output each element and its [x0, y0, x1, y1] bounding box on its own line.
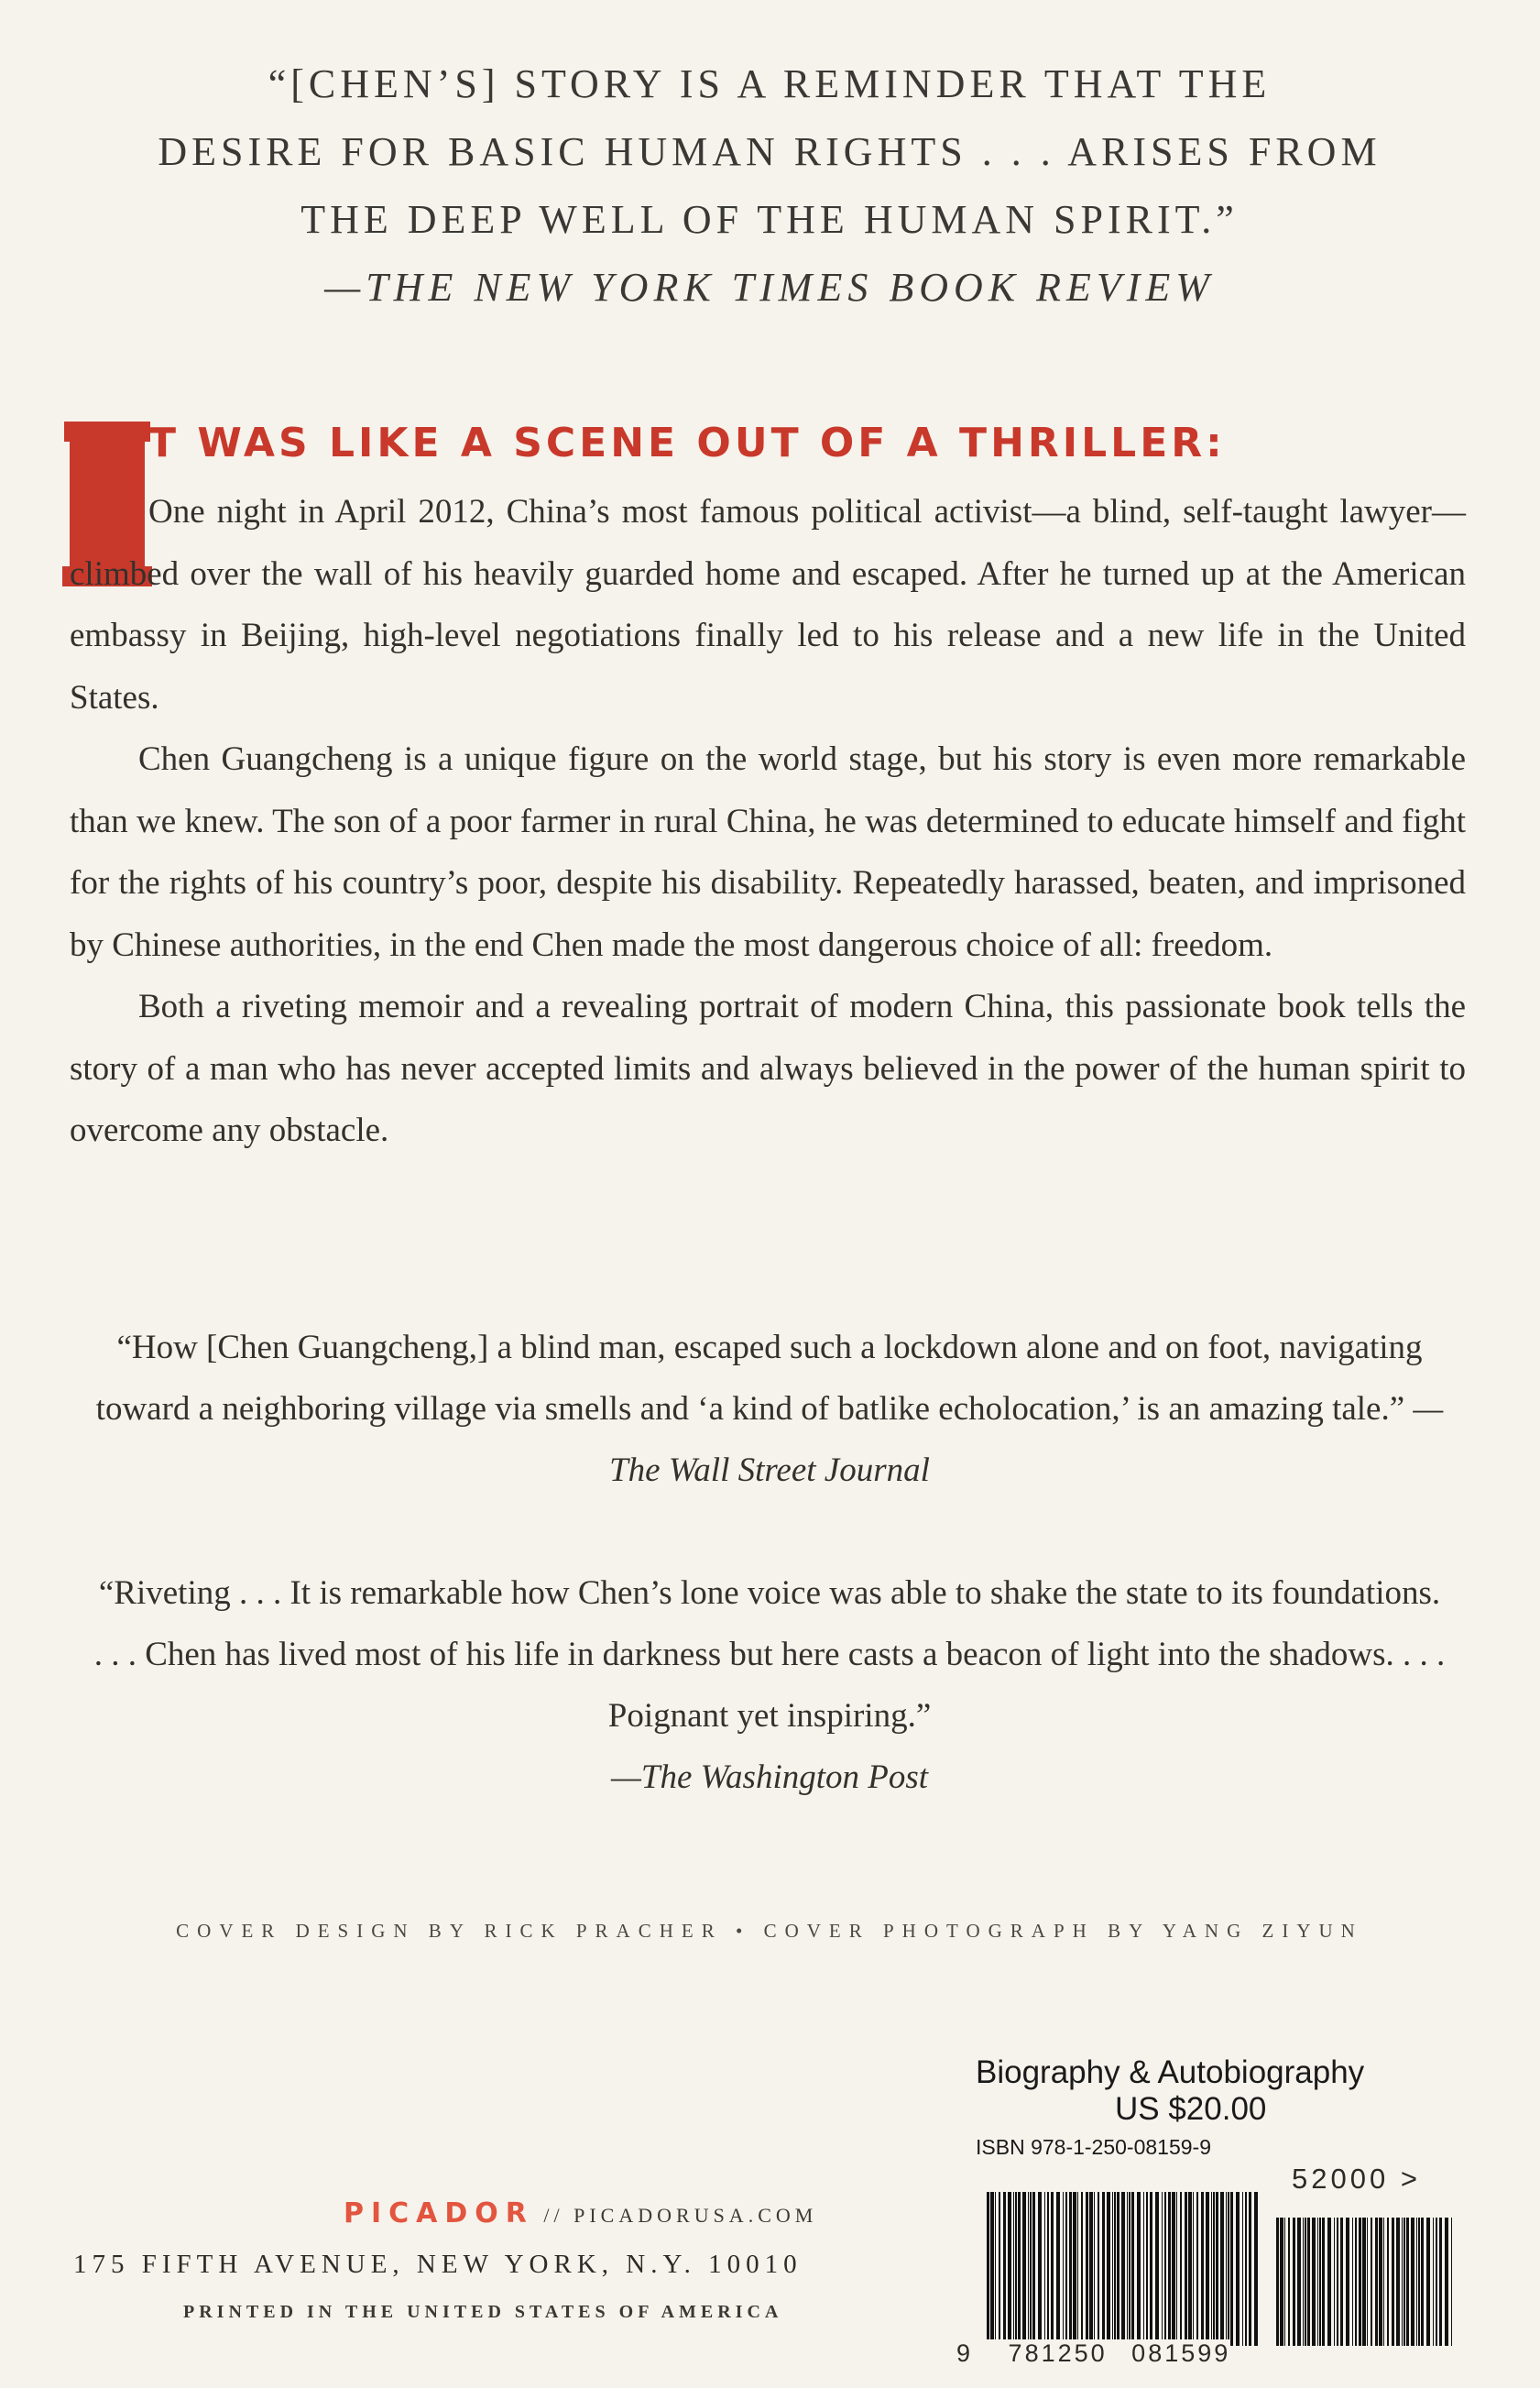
blurb-paragraph-1: One night in April 2012, China’s most famous political activist—a blind, self-taught lawyer—climbed over the wall of his heavily guarded home and escaped. After he turned up at the American embassy in Beijing, high-level negotiations finally led to his release and a new life in the United States. — [70, 493, 1466, 717]
cover-credits: COVER DESIGN BY RICK PRACHER • COVER PHOTOGRAPH BY YANG ZIYUN — [176, 1920, 1363, 1942]
barcode-bar — [1117, 2192, 1120, 2346]
barcode-bar — [1032, 2192, 1035, 2346]
barcode-bar — [1416, 2218, 1417, 2346]
barcode-bar — [1297, 2218, 1301, 2346]
barcode-bar — [1346, 2218, 1349, 2346]
blurb-paragraph-2: Chen Guangcheng is a unique figure on the world stage, but his story is even more remarkable than we knew. The son of a poor farmer in rural China, he was determined to educate himself and fight for the rights of his country’s poor, despite his disability. Repeatedly harassed, beaten, and imprisoned by Chinese authorities, in the end Chen made the most dangerous choice of all: freedom. — [70, 740, 1466, 964]
barcode-bar — [1127, 2192, 1128, 2346]
barcode-bar — [1051, 2192, 1054, 2346]
top-quote-source: —THE NEW YORK TIMES BOOK REVIEW — [324, 265, 1215, 310]
barcode-bar — [1213, 2192, 1215, 2346]
barcode-bar — [1249, 2192, 1251, 2346]
barcode-bar — [1089, 2192, 1093, 2346]
barcode-bar — [1185, 2192, 1187, 2346]
barcode-bar — [1162, 2192, 1163, 2346]
picador-logo: PICADOR — [344, 2197, 534, 2229]
barcode-bar — [1008, 2192, 1011, 2346]
blurb-body — [70, 481, 1466, 1162]
barcode-bar — [1030, 2192, 1032, 2346]
barcode-bar — [1143, 2192, 1144, 2346]
barcode-bar — [1327, 2218, 1331, 2346]
barcode-bar — [1284, 2218, 1285, 2346]
barcode-bar — [990, 2192, 994, 2346]
ean-right-digits: 081599 — [1131, 2339, 1231, 2367]
barcode-bar — [1359, 2218, 1361, 2346]
barcode-bar — [1077, 2192, 1078, 2346]
barcode-bar — [1168, 2192, 1171, 2346]
review-post-source: —The Washington Post — [610, 1758, 929, 1796]
review-wsj-source: —The Wall Street Journal — [609, 1390, 1444, 1489]
barcode-bar — [1406, 2218, 1409, 2346]
barcode-bar — [1094, 2192, 1095, 2346]
barcode-bar — [1211, 2192, 1212, 2346]
barcode-bar — [1206, 2192, 1209, 2346]
barcode-bar — [1226, 2192, 1227, 2346]
barcode-bar — [1172, 2192, 1175, 2346]
barcode-bar — [1337, 2218, 1338, 2346]
barcode-bar — [1150, 2192, 1152, 2346]
barcode-bar — [1254, 2192, 1258, 2346]
barcode-bar — [1028, 2192, 1029, 2346]
barcode-bar — [1317, 2218, 1318, 2346]
barcode-bar — [1131, 2192, 1134, 2346]
review-wsj-text: “How [Chen Guangcheng,] a blind man, escaped such a lockdown alone and on foot, navigating toward a neighboring village via smells and ‘a kind of batlike echolocation,’ is an amazing tale.” — [95, 1329, 1423, 1428]
barcode-bar — [1426, 2218, 1430, 2346]
barcode-bar — [1121, 2192, 1125, 2346]
barcode-bar — [1433, 2218, 1434, 2346]
review-wall-street-journal — [92, 1317, 1447, 1501]
barcode-bar — [1015, 2192, 1017, 2346]
barcode-bar — [1312, 2218, 1316, 2346]
barcode-bar — [1201, 2192, 1204, 2346]
barcode-bar — [1107, 2192, 1110, 2346]
barcode-bar — [1086, 2192, 1088, 2346]
blurb-headline: T WAS LIKE A SCENE OUT OF A THRILLER: — [148, 420, 1226, 466]
review-washington-post — [92, 1562, 1447, 1808]
barcode-bar — [1322, 2218, 1325, 2346]
barcode-bar — [1445, 2218, 1448, 2346]
barcode-bar — [1146, 2192, 1148, 2346]
barcode-bar — [1307, 2218, 1310, 2346]
barcode-bar — [1022, 2192, 1026, 2346]
category-label: Biography & Autobiography — [976, 2054, 1365, 2090]
barcode-bar — [1280, 2218, 1283, 2346]
barcode-bar — [1367, 2218, 1368, 2346]
barcode-bar — [1228, 2192, 1229, 2346]
barcode-bar — [1069, 2192, 1072, 2346]
printed-in: PRINTED IN THE UNITED STATES OF AMERICA — [183, 2302, 783, 2322]
top-pull-quote — [82, 50, 1457, 322]
barcode-bar — [1230, 2192, 1233, 2346]
barcode-bar — [1451, 2218, 1452, 2346]
barcode-bar — [1155, 2192, 1159, 2346]
isbn-label: ISBN 978-1-250-08159-9 — [976, 2135, 1211, 2159]
barcode-bar — [1340, 2218, 1343, 2346]
barcode-bar — [1402, 2218, 1403, 2346]
barcode-bar — [1411, 2218, 1414, 2346]
barcode-bar — [1288, 2218, 1290, 2346]
addon-digits: 52000 > — [1292, 2163, 1421, 2195]
ean-left-digits: 781250 — [1008, 2339, 1108, 2367]
barcode-bar — [1352, 2218, 1353, 2346]
barcode-bar — [1003, 2192, 1006, 2346]
barcode-bar — [987, 2192, 989, 2346]
barcode-bar — [1013, 2192, 1014, 2346]
price-box — [976, 2054, 1452, 2160]
review-post-text: “Riveting . . . It is remarkable how Chen’s lone voice was able to shake the state to its foundations. . . . Chen has lived most of his life in darkness but here casts a beacon of light into the shadows. . . . Poignant yet inspiring.” — [93, 1574, 1446, 1735]
barcode-bar — [1164, 2192, 1166, 2346]
barcode-bar — [1375, 2218, 1378, 2346]
barcode-bar — [1102, 2192, 1105, 2346]
barcode-bar — [1436, 2218, 1437, 2346]
barcode-bar — [1114, 2192, 1116, 2346]
barcode-bar — [1303, 2218, 1304, 2346]
barcode-bar — [1129, 2192, 1130, 2346]
barcode-bar — [1392, 2218, 1394, 2346]
top-quote-line-2: DESIRE FOR BASIC HUMAN RIGHTS . . . ARISES FROM — [158, 129, 1382, 174]
publisher-line — [344, 2197, 817, 2229]
barcode-bar — [1193, 2192, 1194, 2346]
barcode-bar — [1334, 2218, 1335, 2346]
barcode-bar — [1396, 2218, 1400, 2346]
barcode-bar — [1220, 2192, 1224, 2346]
barcode-bar — [1387, 2218, 1389, 2346]
barcode-bar — [1188, 2192, 1192, 2346]
barcode-bar — [1018, 2192, 1021, 2346]
barcode-bar — [1305, 2218, 1306, 2346]
top-quote-line-3: THE DEEP WELL OF THE HUMAN SPIRIT.” — [300, 197, 1239, 242]
barcode-bar — [1371, 2218, 1372, 2346]
barcode-bar — [1216, 2192, 1218, 2346]
barcode-bar — [1073, 2192, 1076, 2346]
barcode-bar — [1112, 2192, 1113, 2346]
ean-first-digit: 9 — [956, 2339, 974, 2367]
barcode-bar — [1293, 2218, 1295, 2346]
barcode-bar — [1137, 2192, 1141, 2346]
barcode-bar — [1418, 2218, 1420, 2346]
barcode-bar — [1362, 2218, 1366, 2346]
ean-digits — [956, 2339, 1230, 2368]
barcode-bar — [999, 2192, 1000, 2346]
barcode-bar — [1383, 2218, 1384, 2346]
top-quote-line-1: “[CHEN’S] STORY IS A REMINDER THAT THE — [268, 61, 1272, 106]
publisher-address: 175 FIFTH AVENUE, NEW YORK, N.Y. 10010 — [73, 2250, 803, 2279]
blurb-paragraph-3: Both a riveting memoir and a revealing portrait of modern China, this passionate book tells the story of a man who has never accepted limits and always believed in the power of the human spirit to overcome any obstacle. — [70, 988, 1466, 1149]
barcode-bar — [1047, 2192, 1049, 2346]
barcode-bar — [1236, 2192, 1240, 2346]
barcode-bar — [1081, 2192, 1083, 2346]
barcode-main — [987, 2192, 1261, 2346]
barcode-bar — [1421, 2218, 1424, 2346]
barcode-bar — [1439, 2218, 1442, 2346]
barcode-bar — [995, 2192, 996, 2346]
publisher-url: // PICADORUSA.COM — [543, 2204, 818, 2227]
price-label: US $20.00 — [1115, 2091, 1267, 2127]
barcode-bar — [1063, 2192, 1064, 2346]
barcode-bar — [1242, 2192, 1243, 2346]
barcode-bar — [1180, 2192, 1182, 2346]
barcode-addon — [1276, 2218, 1455, 2346]
barcode-bar — [1038, 2192, 1042, 2346]
barcode-bar — [1065, 2192, 1067, 2346]
barcode-bar — [1319, 2218, 1321, 2346]
barcode-bar — [1098, 2192, 1099, 2346]
barcode-bar — [1355, 2218, 1357, 2346]
barcode-bar — [1056, 2192, 1060, 2346]
barcode-bar — [1176, 2192, 1177, 2346]
barcode-bar — [1379, 2218, 1382, 2346]
barcode-bar — [1403, 2218, 1405, 2346]
barcode-bar — [1044, 2192, 1045, 2346]
barcode-bar — [1276, 2218, 1279, 2346]
barcode-bar — [1245, 2192, 1247, 2346]
barcode-bar — [1196, 2192, 1198, 2346]
